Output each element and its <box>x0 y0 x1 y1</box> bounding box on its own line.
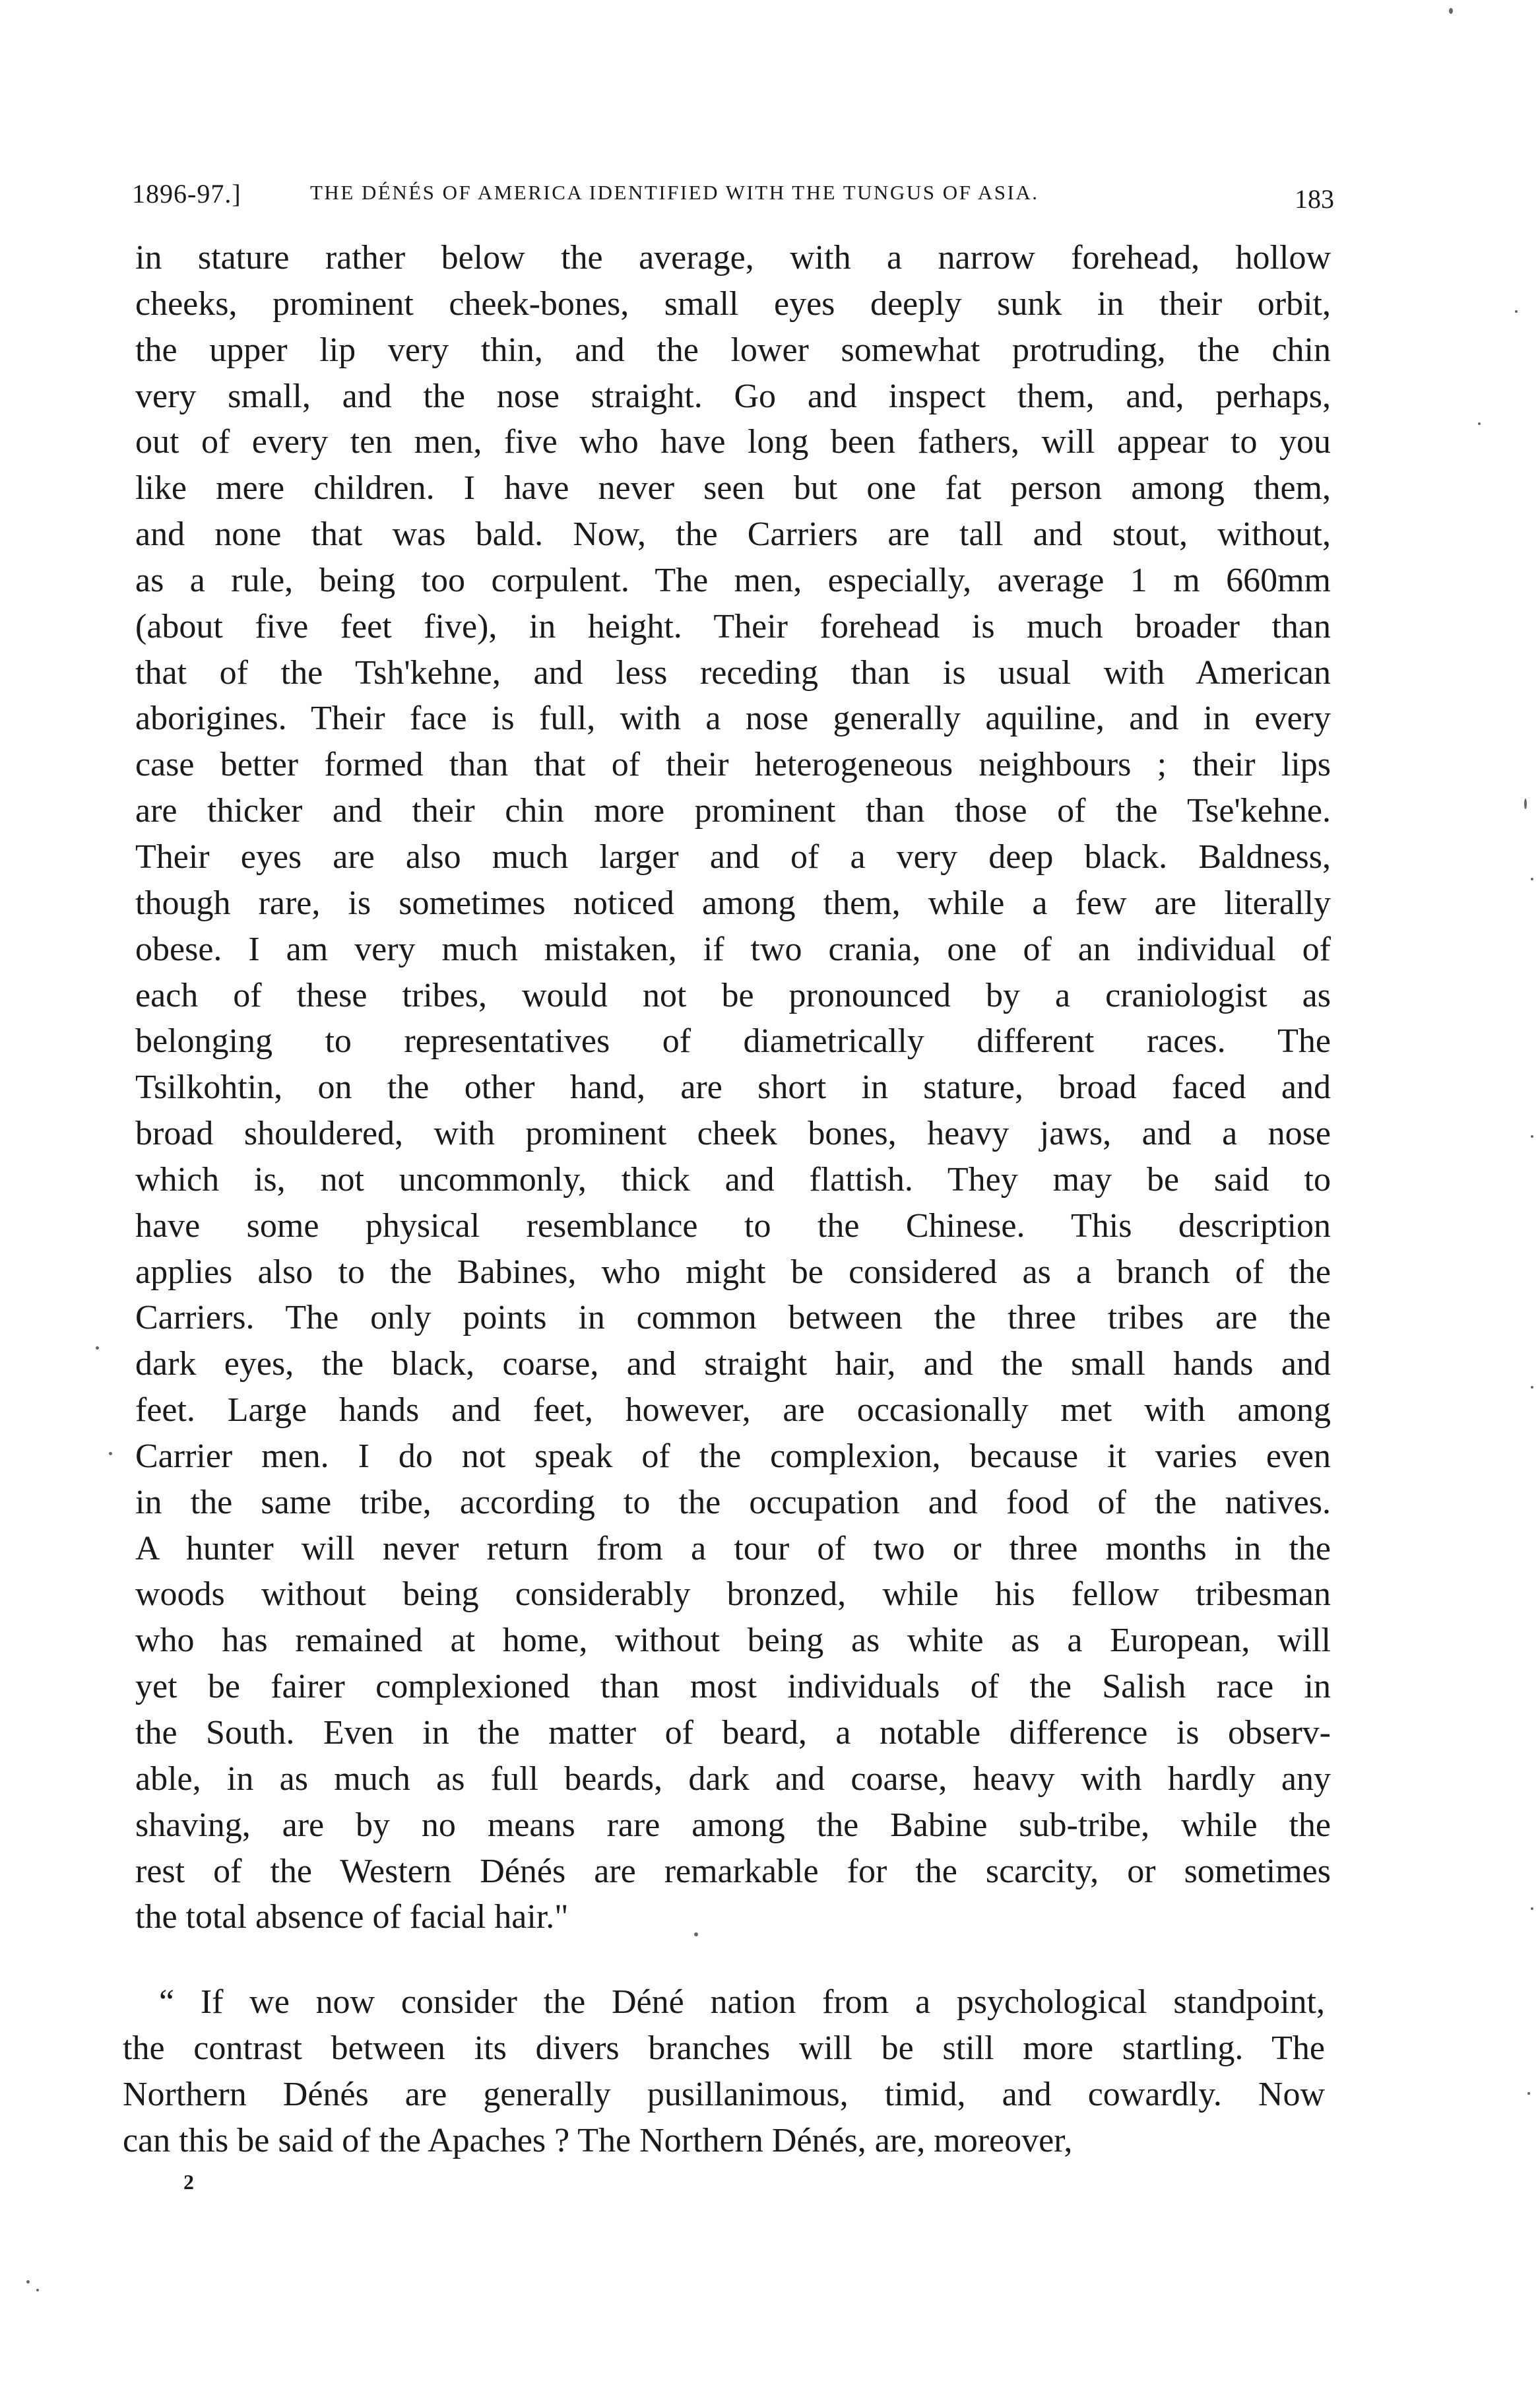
text-line: Their eyes are also much larger and of a very deep black. Baldness, <box>135 838 1331 876</box>
text-line: though rare, is sometimes noticed among them, while a few are literally <box>135 884 1331 922</box>
text-line: Carrier men. I do not speak of the complexion, because it varies even <box>135 1437 1331 1475</box>
running-head <box>132 173 1334 213</box>
text-line: broad shouldered, with prominent cheek bones, heavy jaws, and a nose <box>135 1115 1331 1153</box>
scan-speck <box>1515 310 1518 313</box>
scan-speck <box>694 1932 698 1936</box>
text-line: shaving, are by no means rare among the Babine sub-tribe, while the <box>135 1806 1331 1844</box>
scan-speck <box>26 2280 30 2284</box>
scan-speck <box>36 2289 39 2291</box>
text-line: have some physical resemblance to the Chinese. This description <box>135 1206 1331 1245</box>
text-line: the South. Even in the matter of beard, a notable difference is observ- <box>135 1714 1331 1752</box>
scan-speck <box>109 1452 112 1455</box>
paragraph-1 <box>135 235 1331 1940</box>
scan-speck <box>1531 1135 1533 1138</box>
text-line: aborigines. Their face is full, with a nose generally aquiline, and in every <box>135 700 1331 738</box>
scan-speck <box>96 1346 99 1350</box>
text-line: out of every ten men, five who have long been fathers, will appear to you <box>135 423 1331 461</box>
text-line: in the same tribe, according to the occupation and food of the natives. <box>135 1483 1331 1521</box>
page-number: 183 <box>1295 184 1334 214</box>
text-line: which is, not uncommonly, thick and flattish. They may be said to <box>135 1160 1331 1199</box>
text-line: able, in as much as full beards, dark and coarse, heavy with hardly any <box>135 1759 1331 1798</box>
text-line: and none that was bald. Now, the Carriers are tall and stout, without, <box>135 515 1331 554</box>
volume-years: 1896-97.] <box>132 179 241 209</box>
text-line: are thicker and their chin more prominent than those of the Tse'kehne. <box>135 792 1331 830</box>
text-line: the total absence of facial hair." <box>135 1898 569 1936</box>
scan-speck <box>1531 878 1533 880</box>
text-line: cheeks, prominent cheek-bones, small eyes deeply sunk in their orbit, <box>135 284 1331 323</box>
text-line: as a rule, being too corpulent. The men, especially, average 1 m 660mm <box>135 561 1331 599</box>
text-line: can this be said of the Apaches ? The Northern Dénés, are, moreover, <box>123 2121 1073 2159</box>
text-line: rest of the Western Dénés are remarkable for the scarcity, or sometimes <box>135 1852 1331 1890</box>
paragraph-2 <box>123 1979 1325 2163</box>
text-line: that of the Tsh'kehne, and less receding than is usual with American <box>135 653 1331 692</box>
text-line: “ If we now consider the Déné nation from a psychological standpoint, <box>159 1983 1325 2021</box>
text-line: obese. I am very much mistaken, if two crania, one of an individual of <box>135 930 1331 968</box>
text-line: the upper lip very thin, and the lower somewhat protruding, the chin <box>135 331 1331 369</box>
text-line: like mere children. I have never seen but one fat person among them, <box>135 469 1331 508</box>
scan-speck <box>1531 1386 1533 1389</box>
text-line: applies also to the Babines, who might be considered as a branch of the <box>135 1253 1331 1291</box>
text-line: Carriers. The only points in common between the three tribes are the <box>135 1299 1331 1337</box>
signature-mark: 2 <box>183 2170 194 2194</box>
text-line: case better formed than that of their heterogeneous neighbours ; their lips <box>135 746 1331 784</box>
text-line: (about five feet five), in height. Their forehead is much broader than <box>135 607 1331 645</box>
text-line: in stature rather below the average, with a narrow forehead, hollow <box>135 239 1331 277</box>
text-line: feet. Large hands and feet, however, are occasionally met with among <box>135 1391 1331 1430</box>
text-line: very small, and the nose straight. Go and inspect them, and, perhaps, <box>135 377 1331 415</box>
scan-speck <box>1449 8 1453 14</box>
text-line: yet be fairer complexioned than most individuals of the Salish race in <box>135 1668 1331 1706</box>
text-line: Northern Dénés are generally pusillanimous, timid, and cowardly. Now <box>123 2075 1325 2113</box>
scan-speck <box>1478 422 1481 425</box>
text-line: the contrast between its divers branches will be still more startling. The <box>123 2029 1325 2067</box>
text-line: dark eyes, the black, coarse, and straight hair, and the small hands and <box>135 1345 1331 1383</box>
scan-speck <box>1527 2092 1530 2095</box>
text-line: each of these tribes, would not be pronounced by a craniologist as <box>135 976 1331 1014</box>
running-title: THE DÉNÉS OF AMERICA IDENTIFIED WITH THE TUNGUS OF ASIA. <box>310 181 1039 204</box>
text-line: Tsilkohtin, on the other hand, are short in stature, broad faced and <box>135 1068 1331 1107</box>
text-line: who has remained at home, without being as white as a European, will <box>135 1622 1331 1660</box>
text-line: woods without being considerably bronzed, while his fellow tribesman <box>135 1575 1331 1614</box>
scan-speck <box>1524 799 1527 809</box>
text-line: A hunter will never return from a tour of two or three months in the <box>135 1529 1331 1567</box>
text-line: belonging to representatives of diametrically different races. The <box>135 1022 1331 1061</box>
scan-speck <box>1531 1907 1533 1910</box>
